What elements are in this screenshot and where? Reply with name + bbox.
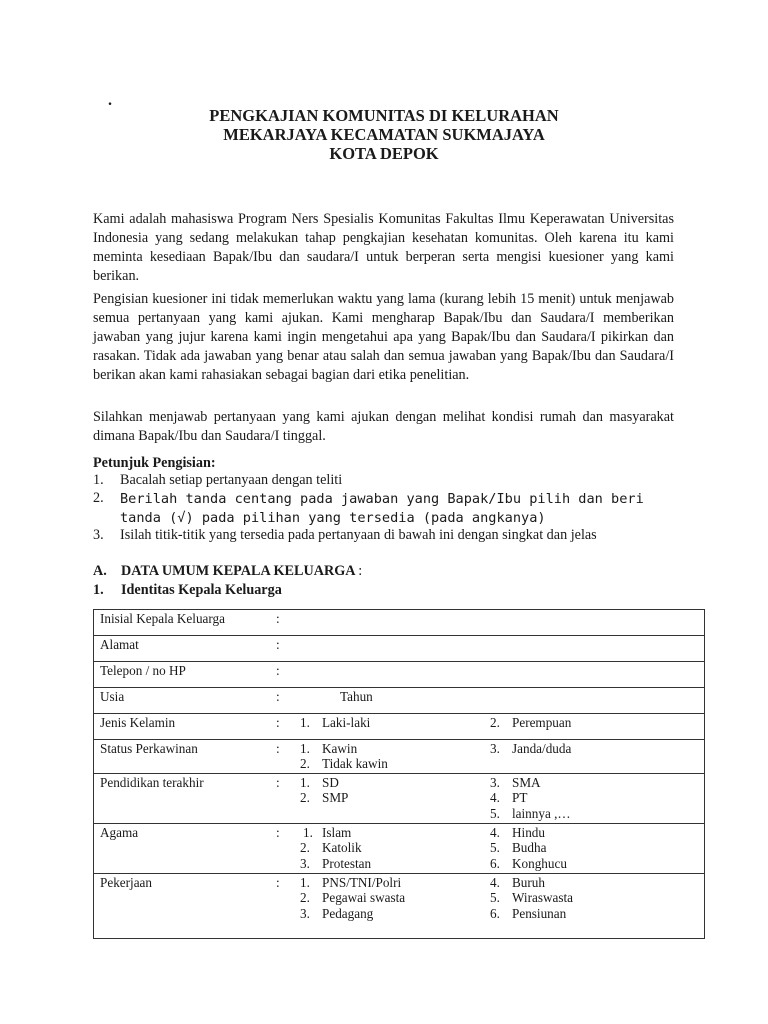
option-konghucu[interactable]: 6. Konghucu (490, 856, 567, 871)
status-perkawinan-label: Status Perkawinan (100, 741, 198, 756)
option-sd[interactable]: 1. SD (300, 775, 339, 790)
form-row-usia[interactable] (94, 689, 704, 712)
option-pedagang[interactable]: 3. Pedagang (300, 906, 374, 921)
option-katolik[interactable]: 2. Katolik (300, 840, 362, 855)
colon: : (276, 663, 280, 678)
option-smp[interactable]: 2. SMP (300, 790, 349, 805)
intro-paragraph-1: Kami adalah mahasiswa Program Ners Spesialis Komunitas Fakultas Ilmu Keperawatan Universitas Indonesia yang sedang melakukan tahap pengkajian kesehatan komunitas. Oleh karena itu kami meminta kesediaan Bapak/Ibu dan saudara/I untuk berperan serta mengisi kuesioner yang kami berikan. (93, 211, 674, 284)
alamat-label: Alamat (100, 637, 139, 652)
option-pns-tni-polri[interactable]: 1. PNS/TNI/Polri (300, 875, 402, 890)
colon: : (276, 611, 280, 626)
option-hindu[interactable]: 4. Hindu (490, 825, 545, 840)
section-a-title: DATA UMUM KEPALA KELUARGA (121, 563, 355, 579)
instruction-number: 3. (93, 527, 104, 543)
section-a-colon: : (358, 563, 363, 579)
colon: : (276, 875, 280, 890)
section-1-title: Identitas Kepala Keluarga (121, 582, 282, 598)
usia-unit: Tahun (340, 689, 373, 704)
telepon-label: Telepon / no HP (100, 663, 186, 678)
instruction-text: Berilah tanda centang pada jawaban yang Bapak/Ibu pilih dan beri tanda (√) pada pilihan yang tersedia (pada angkanya) (120, 491, 644, 526)
instruction-text: Bacalah setiap pertanyaan dengan teliti (120, 472, 343, 488)
instructions-title: Petunjuk Pengisian: (93, 455, 216, 471)
option-tidak-kawin[interactable]: 2. Tidak kawin (300, 756, 388, 771)
form-row-alamat[interactable] (94, 637, 704, 660)
option-janda-duda[interactable]: 3. Janda/duda (490, 741, 572, 756)
form-row-jenis-kelamin (94, 715, 704, 738)
usia-label: Usia (100, 689, 125, 704)
intro-paragraph-3: Silahkan menjawab pertanyaan yang kami ajukan dengan melihat kondisi rumah dan masyarakat dimana Bapak/Ibu dan Saudara/I tinggal. (93, 409, 674, 444)
form-row-inisial[interactable] (94, 611, 704, 634)
header-dot: . (108, 92, 112, 109)
pekerjaan-label: Pekerjaan (100, 875, 152, 890)
title-line-2: MEKARJAYA KECAMATAN SUKMAJAYA (223, 125, 545, 144)
form-row-pendidikan (94, 775, 704, 822)
intro-paragraph-2: Pengisian kuesioner ini tidak memerlukan waktu yang lama (kurang lebih 15 menit) untuk menjawab semua pertanyaan yang kami ajukan. Kami mengharap Bapak/Ibu dan Saudara/I memberikan jawaban yang jujur karena kami ingin mengetahui apa yang Bapak/Ibu dan Saudara/I pikirkan dan rasakan. Tidak ada jawaban yang benar atau salah dan semua jawaban yang Bapak/Ibu dan Saudara/I berikan akan kami rahasiakan sebagai bagian dari etika penelitian. (93, 291, 674, 383)
section-1-number: 1. (93, 582, 104, 598)
jenis-kelamin-label: Jenis Kelamin (100, 715, 176, 730)
option-pensiunan[interactable]: 6. Pensiunan (490, 906, 567, 921)
form-row-status-perkawinan (94, 741, 704, 772)
colon: : (276, 637, 280, 652)
option-perempuan[interactable]: 2. Perempuan (490, 715, 572, 730)
option-sma[interactable]: 3. SMA (490, 775, 541, 790)
instruction-text: Isilah titik-titik yang tersedia pada pertanyaan di bawah ini dengan singkat dan jelas (120, 527, 597, 543)
option-lainnya[interactable]: 5. lainnya ,… (490, 806, 571, 821)
inisial-label: Inisial Kepala Keluarga (100, 611, 225, 626)
title-line-3: KOTA DEPOK (329, 144, 439, 163)
colon: : (276, 715, 280, 730)
option-pegawai-swasta[interactable]: 2. Pegawai swasta (300, 890, 406, 905)
form-row-agama (94, 825, 704, 872)
document-title (94, 106, 674, 163)
section-a-number: A. (93, 563, 107, 579)
instruction-number: 1. (93, 472, 104, 488)
colon: : (276, 825, 280, 840)
option-pt[interactable]: 4. PT (490, 790, 528, 805)
option-protestan[interactable]: 3. Protestan (300, 856, 372, 871)
colon: : (276, 689, 280, 704)
identity-form-table (93, 609, 705, 939)
form-row-telepon[interactable] (94, 663, 704, 686)
form-row-pekerjaan (94, 875, 704, 937)
option-laki-laki[interactable]: 1. Laki-laki (300, 715, 371, 730)
option-islam[interactable]: 1. Islam (303, 825, 352, 840)
colon: : (276, 741, 280, 756)
option-wiraswasta[interactable]: 5. Wiraswasta (490, 890, 573, 905)
agama-label: Agama (100, 825, 139, 840)
option-budha[interactable]: 5. Budha (490, 840, 547, 855)
option-kawin[interactable]: 1. Kawin (300, 741, 358, 756)
option-buruh[interactable]: 4. Buruh (490, 875, 545, 890)
title-line-1: PENGKAJIAN KOMUNITAS DI KELURAHAN (209, 106, 559, 125)
pendidikan-label: Pendidikan terakhir (100, 775, 204, 790)
instruction-number: 2. (93, 490, 104, 506)
colon: : (276, 775, 280, 790)
